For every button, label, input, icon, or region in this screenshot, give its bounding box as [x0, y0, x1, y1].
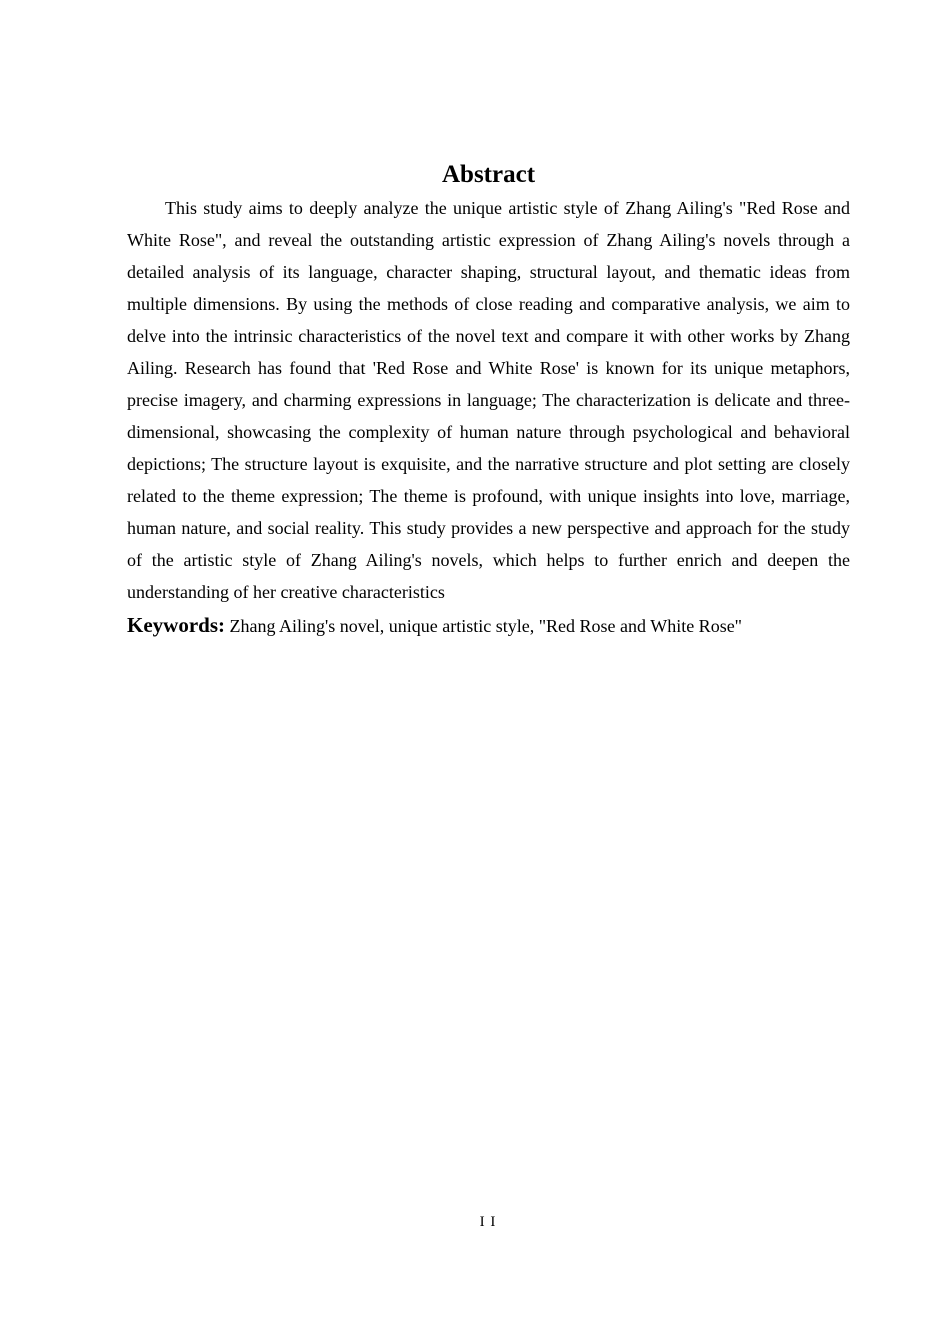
- abstract-section: [127, 158, 850, 642]
- keywords-line: [127, 609, 850, 642]
- keywords-text: Zhang Ailing's novel, unique artistic style, "Red Rose and White Rose": [225, 616, 743, 636]
- page-number: I I: [479, 1214, 497, 1230]
- abstract-body: This study aims to deeply analyze the unique artistic style of Zhang Ailing's "Red Rose and White Rose", and reveal the outstanding artistic expression of Zhang Ailing's novels through a detailed analysis of its language, character shaping, structural layout, and thematic ideas from multiple dimensions. By using the methods of close reading and comparative analysis, we aim to delve into the intrinsic characteristics of the novel text and compare it with other works by Zhang Ailing. Research has found that 'Red Rose and White Rose' is known for its unique metaphors, precise imagery, and charming expressions in language; The characterization is delicate and three-dimensional, showcasing the complexity of human nature through psychological and behavioral depictions; The structure layout is exquisite, and the narrative structure and plot setting are closely related to the theme expression; The theme is profound, with unique insights into love, marriage, human nature, and social reality. This study provides a new perspective and approach for the study of the artistic style of Zhang Ailing's novels, which helps to further enrich and deepen the understanding of her creative characteristics: [127, 198, 850, 602]
- keywords-label: Keywords:: [127, 613, 225, 637]
- abstract-title: Abstract: [441, 161, 536, 188]
